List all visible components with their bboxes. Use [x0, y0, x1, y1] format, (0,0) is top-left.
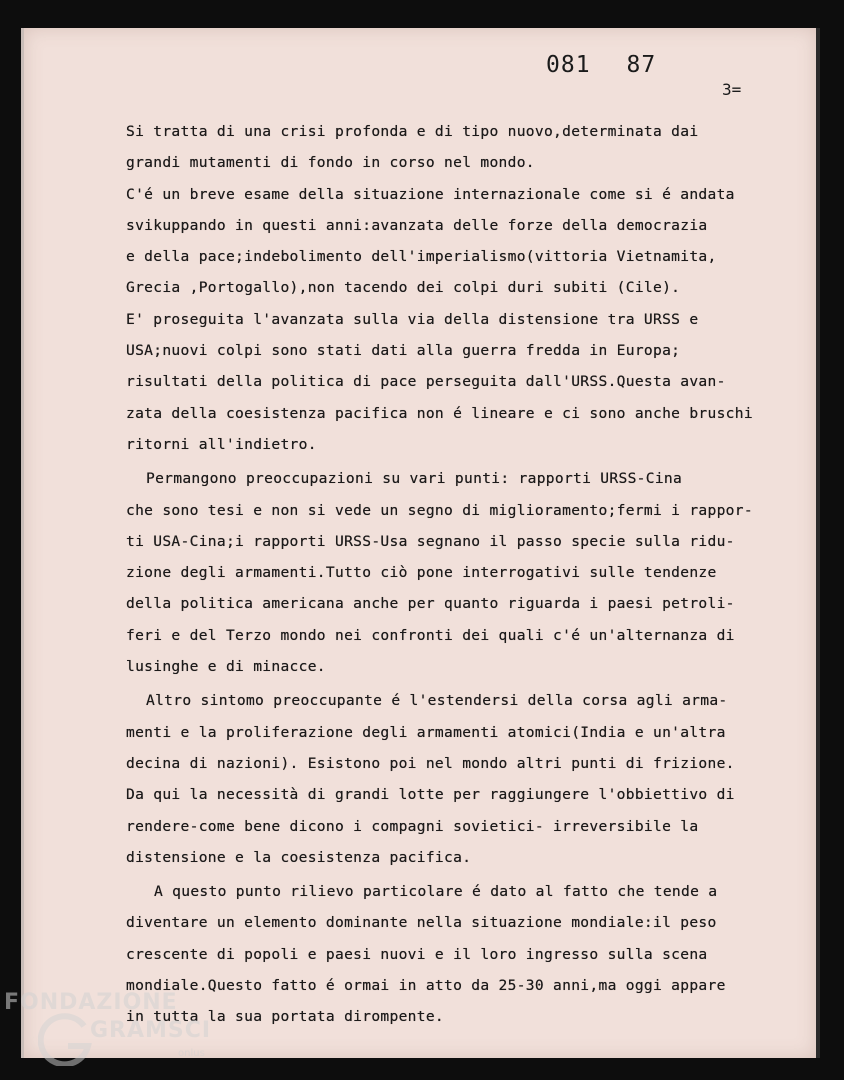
archive-page-number: 081 — [546, 52, 591, 78]
text-line: distensione e la coesistenza pacifica. — [126, 848, 472, 866]
text-line: e della pace;indebolimento dell'imperialismo(vittoria Vietnamita, — [126, 248, 717, 266]
watermark-line-2: GRAMSCI — [90, 1018, 212, 1043]
page-marker: 3= — [722, 80, 742, 99]
text-line: feri e del Terzo mondo nei confronti dei quali c'é un'alternanza di — [126, 626, 735, 644]
text-line: grandi mutamenti di fondo in corso nel mondo. — [126, 154, 535, 172]
watermark-line-1: FONDAZIONE — [4, 990, 178, 1015]
text-line: zata della coesistenza pacifica non é lineare e ci sono anche bruschi — [126, 404, 753, 422]
text-line: ritorni all'indietro. — [126, 435, 317, 453]
text-line: Si tratta di una crisi profonda e di tipo nuovo,determinata dai — [126, 123, 699, 140]
text-line: svikuppando in questi anni:avanzata delle forze della democrazia — [126, 216, 708, 234]
text-line: E' proseguita l'avanzata sulla via della distensione tra URSS e — [126, 310, 699, 328]
text-line: lusinghe e di minacce. — [126, 658, 326, 676]
text-line: crescente di popoli e paesi nuovi e il loro ingresso sulla scena — [126, 945, 708, 963]
text-line: in tutta la sua portata dirompente. — [126, 1008, 445, 1026]
text-line: zione degli armamenti.Tutto ciò pone interrogativi sulle tendenze — [126, 564, 717, 582]
text-line: che sono tesi e non si vede un segno di miglioramento;fermi i rappor- — [126, 501, 753, 519]
text-line: della politica americana anche per quanto riguarda i paesi petroli- — [126, 595, 735, 613]
text-line: rendere-come bene dicono i compagni sovietici- irreversibile la — [126, 817, 699, 835]
text-line: USA;nuovi colpi sono stati dati alla guerra fredda in Europa; — [126, 342, 681, 360]
watermark-logo-icon — [38, 1012, 92, 1066]
text-line: risultati della politica di pace perseguita dall'URSS.Questa avan- — [126, 373, 726, 391]
text-line: Permangono preoccupazioni su vari punti: rapporti URSS-Cina — [146, 470, 683, 488]
text-line: decina di nazioni). Esistono poi nel mondo altri punti di frizione. — [126, 754, 735, 772]
fondazione-gramsci-watermark — [4, 986, 224, 1076]
paper-edge-right — [816, 28, 820, 1058]
text-line: Altro sintomo preoccupante é l'estendersi della corsa agli arma- — [146, 692, 728, 710]
typewritten-body — [126, 116, 806, 1033]
document-page-number: 87 — [626, 52, 657, 78]
text-line: Grecia ,Portogallo),non tacendo dei colpi duri subiti (Cile). — [126, 279, 681, 297]
page-number-header — [546, 52, 656, 78]
text-line: Da qui la necessità di grandi lotte per raggiungere l'obbiettivo di — [126, 786, 735, 804]
text-line: C'é un breve esame della situazione internazionale come si é andata — [126, 185, 735, 203]
watermark-line-3: onlus — [178, 1048, 205, 1059]
text-line: menti e la proliferazione degli armamenti atomici(India e un'altra — [126, 723, 726, 741]
text-line: diventare un elemento dominante nella situazione mondiale:il peso — [126, 914, 717, 932]
text-line: A questo punto rilievo particolare é dato al fatto che tende a — [154, 883, 718, 901]
text-line: ti USA-Cina;i rapporti URSS-Usa segnano il passo specie sulla ridu- — [126, 532, 735, 550]
text-line: mondiale.Questo fatto é ormai in atto da 25-30 anni,ma oggi appare — [126, 977, 726, 995]
